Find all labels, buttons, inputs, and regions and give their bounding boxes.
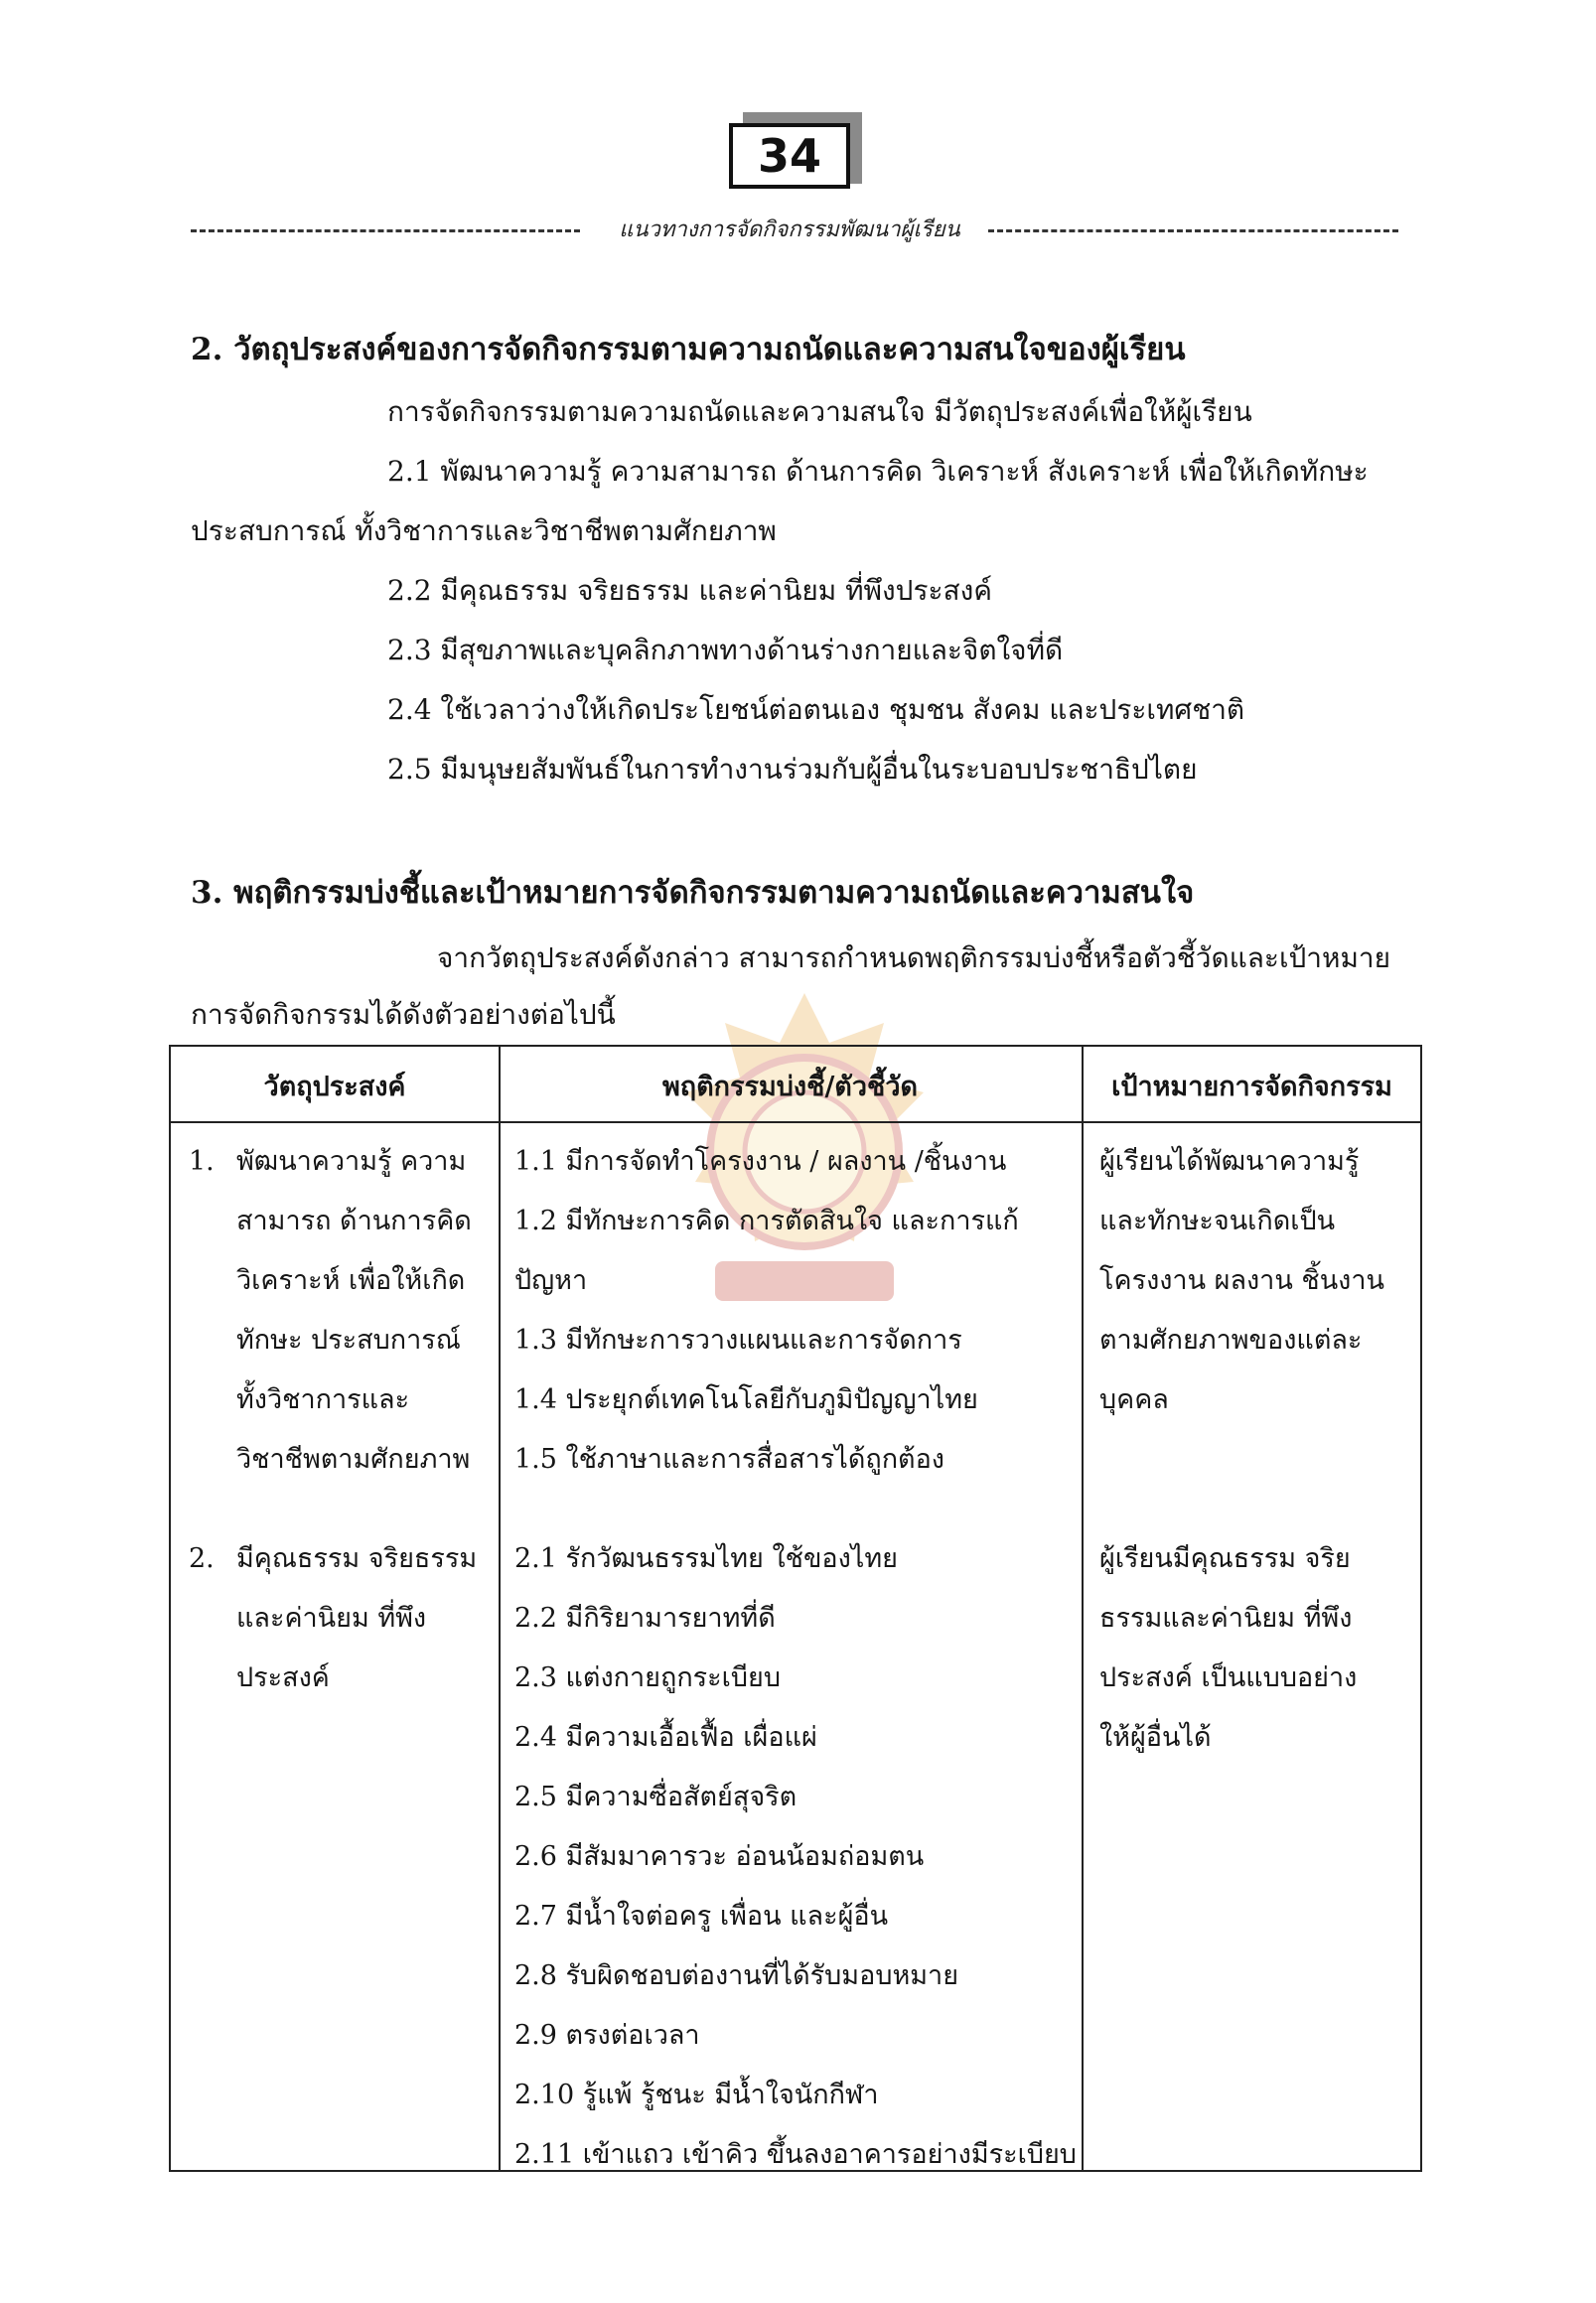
col-header-objective: วัตถุประสงค์: [263, 1072, 406, 1102]
row-2-target-line: ธรรมและค่านิยม ที่พึง: [1099, 1603, 1353, 1634]
row-2-objective-line: มีคุณธรรม จริยธรรม: [236, 1543, 478, 1574]
row-2-indicator: 2.1 รักวัฒนธรรมไทย ใช้ของไทย: [514, 1543, 899, 1574]
row-1-target-line: และทักษะจนเกิดเป็น: [1099, 1206, 1336, 1236]
item-2-4: 2.4 ใช้เวลาว่างให้เกิดประโยชน์ต่อตนเอง ชุมชน สังคม และประเทศชาติ: [387, 693, 1245, 726]
row-1-number: 1.: [189, 1146, 215, 1177]
section-3-heading: 3. พฤติกรรมบ่งชี้และเป้าหมายการจัดกิจกรรมตามความถนัดและความสนใจ: [191, 875, 1195, 911]
row-2-objective: [236, 1529, 477, 1708]
section-3-intro-line2: การจัดกิจกรรมได้ดังตัวอย่างต่อไปนี้: [191, 998, 616, 1031]
row-1-objective-line: ทั้งวิชาการและ: [236, 1384, 410, 1415]
section-3-intro-line1: จากวัตถุประสงค์ดังกล่าว สามารถกำหนดพฤติกรรมบ่งชี้หรือตัวชี้วัดและเป้าหมาย: [437, 941, 1391, 974]
row-1-objective: [236, 1132, 472, 1490]
indicator-table: [169, 1045, 1422, 2172]
item-2-1-line2: ประสบการณ์ ทั้งวิชาการและวิชาชีพตามศักยภาพ: [191, 514, 777, 547]
row-2-target-line: ให้ผู้อื่นได้: [1099, 1722, 1212, 1753]
row-2-indicator: 2.9 ตรงต่อเวลา: [514, 2020, 700, 2051]
row-1-indicator: 1.1 มีการจัดทำโครงงาน / ผลงาน /ชิ้นงาน: [514, 1146, 1007, 1177]
row-1-indicator: 1.5 ใช้ภาษาและการสื่อสารได้ถูกต้อง: [514, 1444, 944, 1475]
page-number: 34: [729, 123, 850, 189]
row-2-indicators: [514, 1529, 1077, 2185]
row-2-indicator: 2.8 รับผิดชอบต่องานที่ได้รับมอบหมาย: [514, 1960, 959, 1991]
row-2-indicator: 2.11 เข้าแถว เข้าคิว ขึ้นลงอาคารอย่างมีระเบียบ: [514, 2139, 1077, 2170]
row-2-indicator: 2.6 มีสัมมาคารวะ อ่อนน้อมถ่อมตน: [514, 1841, 925, 1872]
item-2-3: 2.3 มีสุขภาพและบุคลิกภาพทางด้านร่างกายและจิตใจที่ดี: [387, 634, 1064, 666]
row-1-target-line: ผู้เรียนได้พัฒนาความรู้: [1099, 1146, 1360, 1177]
row-2-indicator: 2.4 มีความเอื้อเฟื้อ เผื่อแผ่: [514, 1722, 817, 1753]
col-header-target: เป้าหมายการจัดกิจกรรม: [1111, 1072, 1392, 1102]
row-1-objective-line: วิชาชีพตามศักยภาพ: [236, 1444, 471, 1475]
running-title: แนวทางการจัดกิจกรรมพัฒนาผู้เรียน: [619, 217, 960, 242]
item-2-1-line1: 2.1 พัฒนาความรู้ ความสามารถ ด้านการคิด วิเคราะห์ สังเคราะห์ เพื่อให้เกิดทักษะ: [387, 455, 1369, 488]
row-2-indicator: 2.2 มีกิริยามารยาทที่ดี: [514, 1603, 776, 1634]
row-2-indicator: 2.7 มีน้ำใจต่อครู เพื่อน และผู้อื่น: [514, 1901, 889, 1932]
row-1-objective-line: สามารถ ด้านการคิด: [236, 1206, 472, 1236]
table-divider-1: [499, 1047, 501, 2170]
row-1-target: [1099, 1132, 1384, 1430]
row-2-indicator: 2.10 รู้แพ้ รู้ชนะ มีน้ำใจนักกีฬา: [514, 2080, 879, 2110]
row-1-indicator: ปัญหา: [514, 1265, 588, 1296]
row-2-indicator: 2.5 มีความซื่อสัตย์สุจริต: [514, 1782, 798, 1812]
header-rule-left: [191, 229, 580, 232]
row-1-indicator: 1.4 ประยุกต์เทคโนโลยีกับภูมิปัญญาไทย: [514, 1384, 978, 1415]
row-2-target-line: ประสงค์ เป็นแบบอย่าง: [1099, 1662, 1358, 1693]
row-2-number: 2.: [189, 1543, 215, 1574]
row-1-objective-line: วิเคราะห์ เพื่อให้เกิด: [236, 1265, 466, 1296]
row-1-target-line: ตามศักยภาพของแต่ละ: [1099, 1325, 1363, 1356]
item-2-2: 2.2 มีคุณธรรม จริยธรรม และค่านิยม ที่พึงประสงค์: [387, 574, 993, 607]
section-2-heading: 2. วัตถุประสงค์ของการจัดกิจกรรมตามความถนัดและความสนใจของผู้เรียน: [191, 332, 1186, 367]
table-header-rule: [171, 1121, 1420, 1123]
row-2-objective-line: ประสงค์: [236, 1662, 330, 1693]
table-divider-2: [1082, 1047, 1084, 2170]
row-1-indicator: 1.2 มีทักษะการคิด การตัดสินใจ และการแก้: [514, 1206, 1019, 1236]
col-header-indicators: พฤติกรรมบ่งชี้/ตัวชี้วัด: [661, 1072, 919, 1102]
row-2-indicator: 2.3 แต่งกายถูกระเบียบ: [514, 1662, 781, 1693]
row-1-objective-line: พัฒนาความรู้ ความ: [236, 1146, 467, 1177]
row-1-indicators: [514, 1132, 1019, 1490]
row-1-target-line: โครงงาน ผลงาน ชิ้นงาน: [1099, 1265, 1384, 1296]
row-1-target-line: บุคคล: [1099, 1384, 1169, 1415]
row-1-objective-line: ทักษะ ประสบการณ์: [236, 1325, 461, 1356]
item-2-5: 2.5 มีมนุษยสัมพันธ์ในการทำงานร่วมกับผู้อื่นในระบอบประชาธิปไตย: [387, 753, 1198, 786]
section-2-intro: การจัดกิจกรรมตามความถนัดและความสนใจ มีวัตถุประสงค์เพื่อให้ผู้เรียน: [387, 395, 1252, 428]
header-rule-right: [988, 229, 1398, 232]
row-2-objective-line: และค่านิยม ที่พึง: [236, 1603, 427, 1634]
row-1-indicator: 1.3 มีทักษะการวางแผนและการจัดการ: [514, 1325, 962, 1356]
row-2-target-line: ผู้เรียนมีคุณธรรม จริย: [1099, 1543, 1351, 1574]
row-2-target: [1099, 1529, 1357, 1768]
